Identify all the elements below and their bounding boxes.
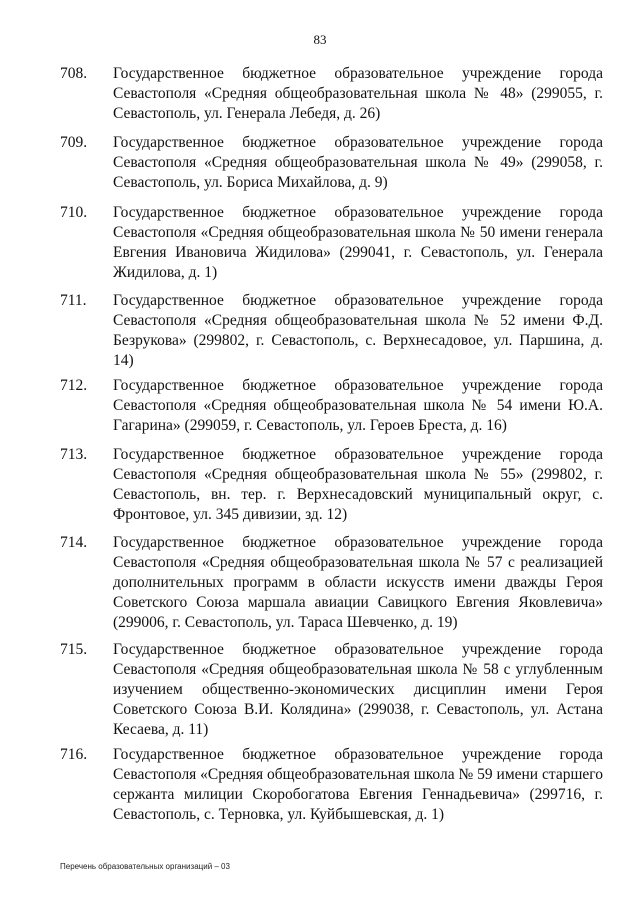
list-item — [60, 133, 603, 193]
entry-number: 713. — [60, 446, 88, 463]
list-item — [60, 291, 603, 371]
page-number: 83 — [313, 32, 327, 47]
entry-number: 716. — [60, 746, 88, 763]
list-item — [60, 533, 603, 633]
entry-text: Государственное бюджетное образовательное учреждение города Севастополя «Средняя общеобразовательная школа № 57 с реализацией дополнительных программ в области искусств имени дважды Героя Советского Союза маршала авиации Савицкого Евгения Яковлевича» (299006, г. Севастополь, ул. Тараса Шевченко, д. 19) — [113, 534, 603, 631]
list-item — [60, 376, 603, 436]
entry-number: 710. — [60, 204, 88, 221]
entry-text: Государственное бюджетное образовательное учреждение города Севастополя «Средняя общеобразовательная школа № 59 имени старшего сержанта милиции Скоробогатова Евгения Геннадьевича» (299716, г. Севастополь, с. Терновка, ул. Куйбышевская, д. 1) — [113, 746, 603, 823]
entry-number: 709. — [60, 134, 88, 151]
list-item — [60, 745, 603, 825]
entry-text: Государственное бюджетное образовательное учреждение города Севастополя «Средняя общеобразовательная школа № 54 имени Ю.А. Гагарина» (299059, г. Севастополь, ул. Героев Бреста, д. 16) — [113, 377, 603, 434]
entry-number: 712. — [60, 377, 88, 394]
list-item — [60, 203, 603, 283]
entry-text: Государственное бюджетное образовательное учреждение города Севастополя «Средняя общеобразовательная школа № 52 имени Ф.Д. Безрукова» (299802, г. Севастополь, с. Верхнесадовое, ул. Паршина, д. 14) — [113, 292, 603, 369]
entry-number: 708. — [60, 65, 88, 82]
entry-number: 715. — [60, 641, 88, 658]
entry-text: Государственное бюджетное образовательное учреждение города Севастополя «Средняя общеобразовательная школа № 58 с углубленным изучением общественно-экономических дисциплин имени Героя Советского Союза В.И. Колядина» (299038, г. Севастополь, ул. Астана Кесаева, д. 11) — [113, 641, 603, 738]
entry-number: 714. — [60, 534, 88, 551]
list-item — [60, 640, 603, 740]
list-item — [60, 445, 603, 525]
footer: Перечень образовательных организаций – 03 — [60, 862, 230, 871]
entry-text: Государственное бюджетное образовательное учреждение города Севастополя «Средняя общеобразовательная школа № 49» (299058, г. Севастополь, ул. Бориса Михайлова, д. 9) — [113, 134, 603, 191]
entry-number: 711. — [60, 292, 87, 309]
list-item — [60, 64, 603, 124]
entry-text: Государственное бюджетное образовательное учреждение города Севастополя «Средняя общеобразовательная школа № 48» (299055, г. Севастополь, ул. Генерала Лебедя, д. 26) — [113, 65, 603, 122]
entry-text: Государственное бюджетное образовательное учреждение города Севастополя «Средняя общеобразовательная школа № 50 имени генерала Евгения Ивановича Жидилова» (299041, г. Севастополь, ул. Генерала Жидилова, д. 1) — [113, 204, 603, 281]
entry-text: Государственное бюджетное образовательное учреждение города Севастополя «Средняя общеобразовательная школа № 55» (299802, г. Севастополь, вн. тер. г. Верхнесадовский муниципальный округ, с. Фронтовое, ул. 345 дивизии, зд. 12) — [113, 446, 603, 523]
